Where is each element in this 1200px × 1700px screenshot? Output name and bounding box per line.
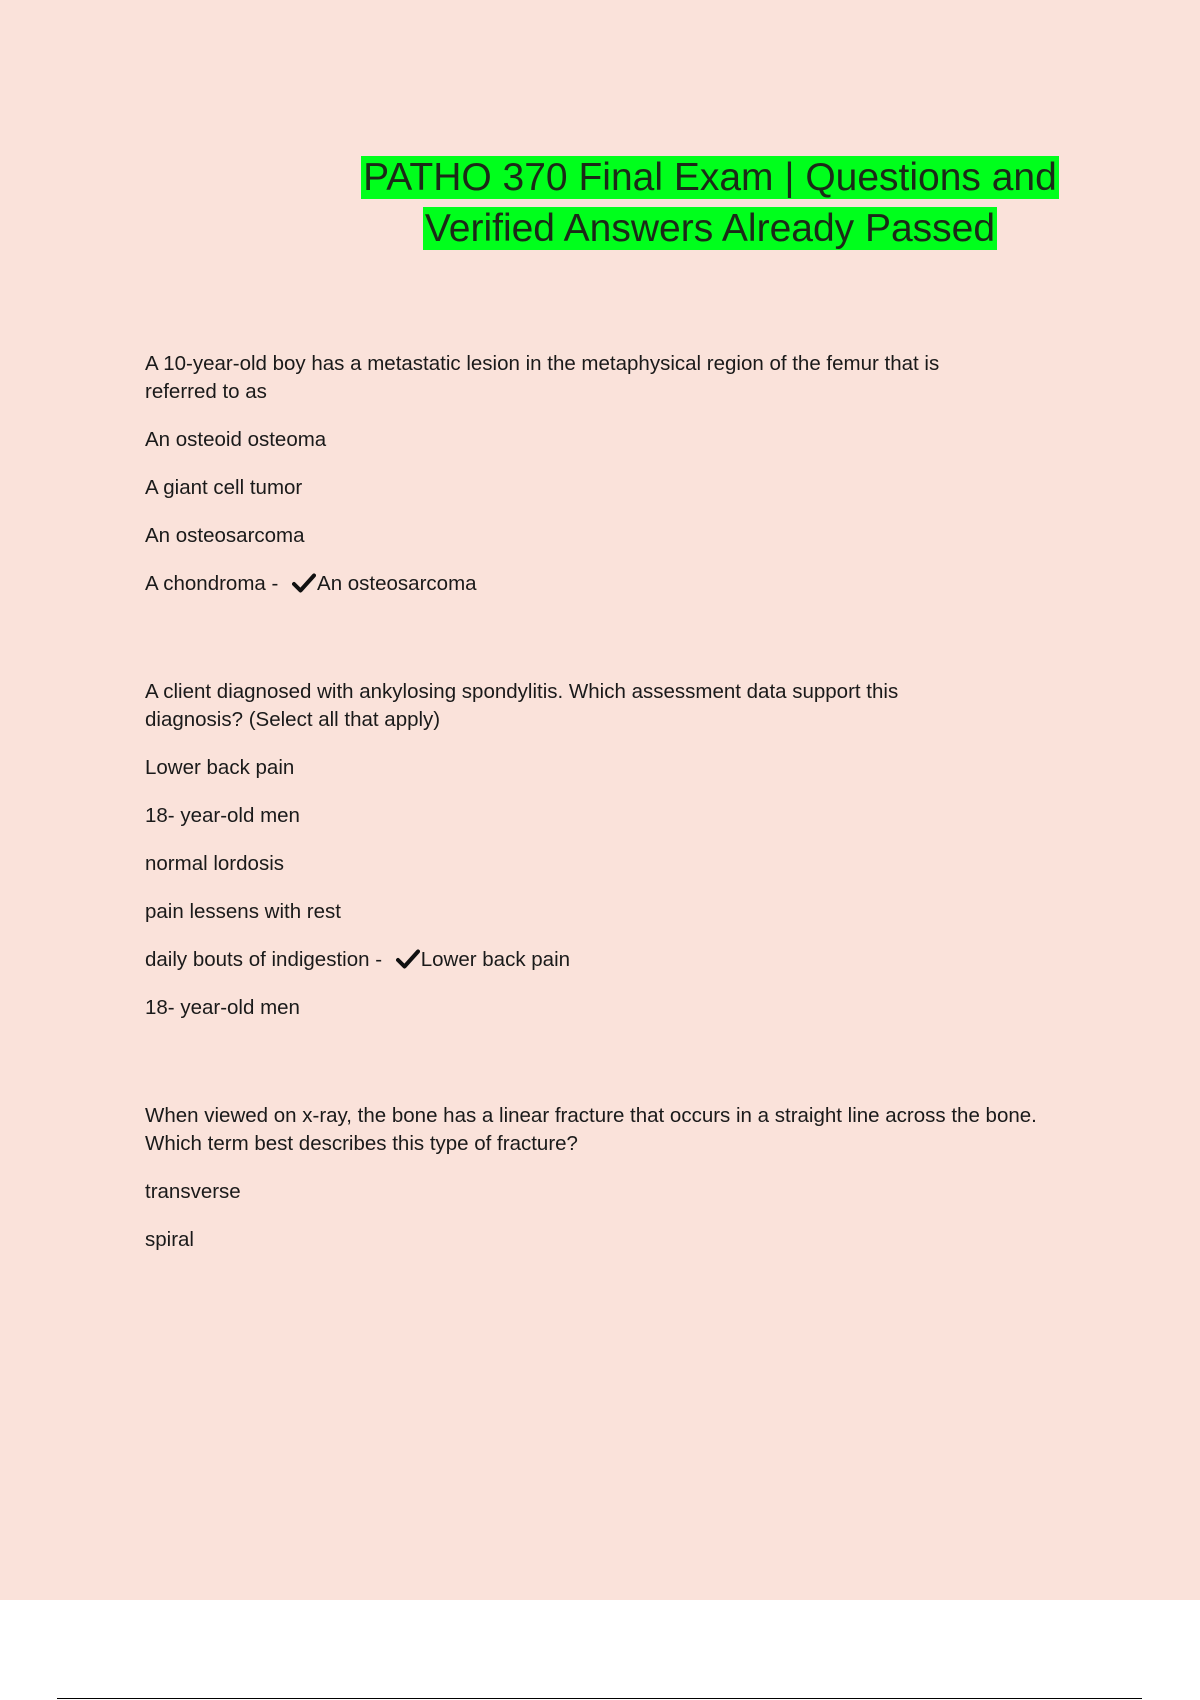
- answer-option: 18- year-old men: [145, 804, 300, 827]
- question-text: A 10-year-old boy has a metastatic lesion in the metaphysical region of the femur that is referred to as: [145, 352, 940, 403]
- correct-answer-extra: 18- year-old men: [145, 996, 300, 1019]
- question-1: [145, 350, 1065, 598]
- correct-answer: Lower back pain: [420, 948, 571, 971]
- title-line-2: Verified Answers Already Passed: [424, 207, 996, 250]
- answer-option: spiral: [145, 1228, 194, 1251]
- answer-option: A chondroma -: [145, 572, 285, 595]
- check-icon: [396, 949, 420, 969]
- check-icon: [292, 573, 316, 593]
- correct-answer: An osteosarcoma: [317, 572, 477, 595]
- question-list: [145, 350, 1065, 1254]
- answer-option: transverse: [145, 1180, 241, 1203]
- title-line-1: PATHO 370 Final Exam | Questions and: [363, 156, 1057, 199]
- question-3: [145, 1102, 1065, 1254]
- answer-line: [145, 570, 1065, 598]
- question-2: [145, 678, 1065, 1022]
- answer-option: Lower back pain: [145, 756, 295, 779]
- question-text: When viewed on x-ray, the bone has a linear fracture that occurs in a straight line across the bone. Which term best describes this type of fracture?: [145, 1104, 1037, 1155]
- footer-divider: [57, 1698, 1142, 1699]
- page-title: [0, 152, 1200, 254]
- answer-option: daily bouts of indigestion -: [145, 948, 388, 971]
- answer-option: normal lordosis: [145, 852, 284, 875]
- answer-option: An osteosarcoma: [145, 524, 305, 547]
- answer-option: pain lessens with rest: [145, 900, 341, 923]
- answer-line: [145, 946, 1065, 974]
- answer-option: A giant cell tumor: [145, 476, 303, 499]
- question-text: A client diagnosed with ankylosing spondylitis. Which assessment data support this diagnosis? (Select all that apply): [145, 680, 899, 731]
- answer-option: An osteoid osteoma: [145, 428, 327, 451]
